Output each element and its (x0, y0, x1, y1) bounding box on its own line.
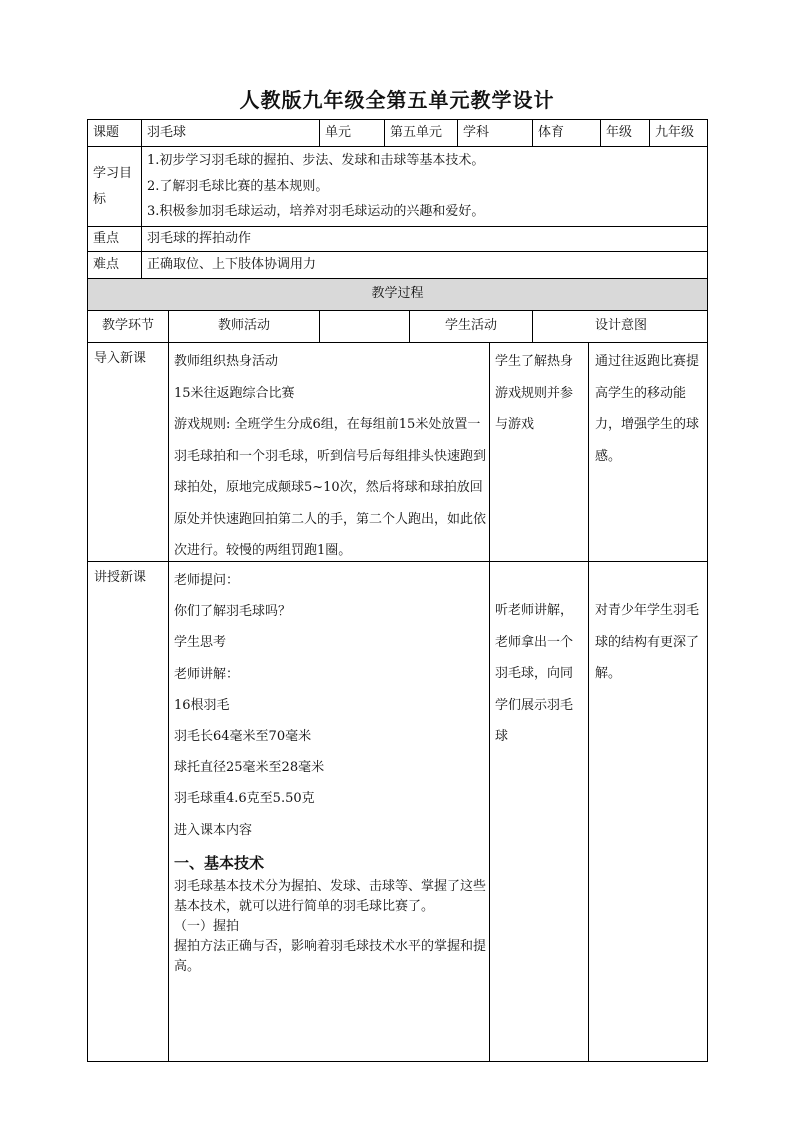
process-header-row (88, 311, 708, 343)
unit-value: 第五单元 (385, 120, 458, 147)
process-title: 教学过程 (88, 279, 708, 311)
grade-label: 年级 (601, 120, 650, 147)
section-text: 羽毛球基本技术分为握拍、发球、击球等、掌握了这些基本技术，就可以进行简单的羽毛球比赛了。 (174, 878, 487, 914)
topic-value: 羽毛球 (142, 120, 320, 147)
student-activity-cell: 学生了解热身游戏规则并参与游戏 (495, 354, 574, 432)
stage-cell: 讲授新课 (94, 570, 147, 585)
header-row (88, 120, 708, 147)
subject-value: 体育 (533, 120, 601, 147)
stage-cell: 导入新课 (94, 351, 147, 366)
column-header-student: 学生活动 (444, 318, 497, 334)
section-heading: 一、基本技术 (174, 853, 265, 872)
objectives-list (142, 147, 708, 227)
objective-item: 2.了解羽毛球比赛的基本规则。 (147, 178, 329, 194)
unit-label: 单元 (320, 120, 385, 147)
objective-item: 3.积极参加羽毛球运动，培养对羽毛球运动的兴趣和爱好。 (147, 204, 485, 220)
objectives-label: 学习目标 (88, 147, 142, 227)
topic-label: 课题 (88, 120, 142, 147)
key-point-text: 羽毛球的挥拍动作 (142, 227, 708, 252)
subject-label: 学科 (458, 120, 533, 147)
subsection-title: （一）握拍 (174, 918, 240, 934)
difficulty-label: 难点 (88, 252, 142, 279)
column-header-group (320, 311, 533, 343)
subsection-text: 握拍方法正确与否，影响着羽毛球技术水平的掌握和提高。 (174, 938, 487, 974)
design-intent-cell: 对青少年学生羽毛球的结构有更深了解。 (595, 603, 700, 681)
key-point-label: 重点 (88, 227, 142, 252)
objective-item: 1.初步学习羽毛球的握拍、步法、发球和击球等基本技术。 (147, 153, 485, 169)
design-intent-cell: 通过往返跑比赛提高学生的移动能力，增强学生的球感。 (595, 354, 700, 464)
column-header-teacher: 教师活动 (168, 311, 319, 343)
teacher-activity-cell: 老师提问： 你们了解羽毛球吗？ 学生思考 老师讲解： 16根羽毛 羽毛长64毫米至70毫米 球托直径25毫米至28毫米 羽毛球重4.6克至5.50克 进入课本内容 一、基本技术 羽毛球基本技术分为握拍、发球、击球等、掌握了这些基本技术，就可以进行简单的羽毛球比赛了。 （一）握拍 握拍方法正确与否，影响着羽毛球技术水平的掌握和提高。 (174, 565, 486, 977)
objectives-row (88, 147, 708, 227)
grade-value: 九年级 (650, 120, 708, 147)
teacher-activity-cell: 教师组织热身活动 15米往返跑综合比赛 游戏规则: 全班学生分成6组，在每组前15米处放置一羽毛球拍和一个羽毛球，听到信号后每组排头快速跑到球拍处，原地完成颠球5~10次，然后将球和球拍放回原处并快速跑回拍第二人的手，第二个人跑出，如此依次进行。较慢的两组罚跑1圈。 (174, 354, 487, 558)
difficulty-text: 正确取位、上下肢体协调用力 (142, 252, 708, 279)
process-row-lecture (87, 562, 708, 1062)
process-title-row (88, 279, 708, 311)
process-row-intro (87, 343, 708, 562)
lesson-plan-table (87, 119, 708, 343)
key-point-row (88, 227, 708, 252)
page-title: 人教版九年级全第五单元教学设计 (239, 88, 555, 112)
student-activity-cell: 听老师讲解，老师拿出一个羽毛球，向同学们展示羽毛球 (495, 603, 574, 744)
difficulty-row (88, 252, 708, 279)
column-header-intent: 设计意图 (594, 318, 647, 334)
column-header-stage: 教学环节 教师活动 (88, 311, 320, 343)
column-header-intent-cell (533, 311, 708, 343)
